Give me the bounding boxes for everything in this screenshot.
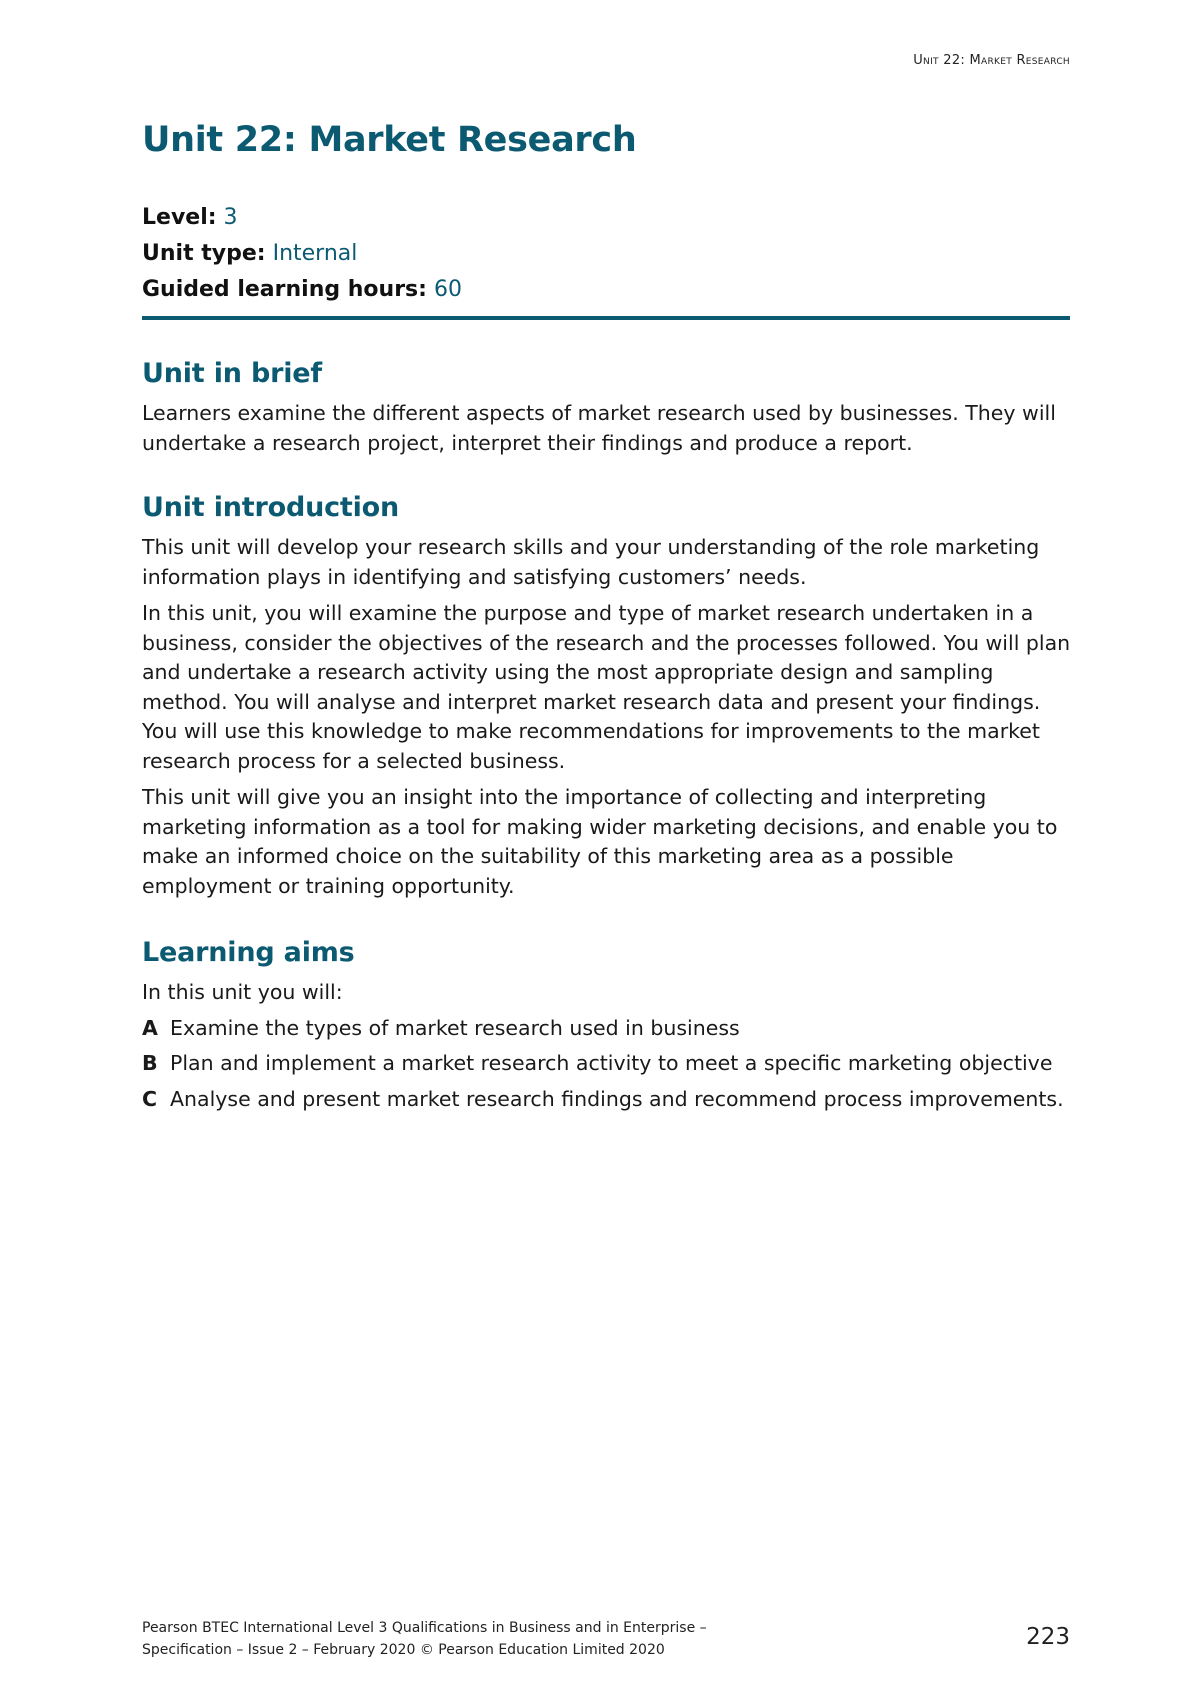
meta-unit-type (142, 236, 1072, 272)
unit-meta (142, 200, 1072, 308)
footer-line: Specification – Issue 2 – February 2020 © Pearson Education Limited 2020 (142, 1642, 665, 1658)
meta-key: Guided learning hours: (142, 277, 427, 302)
aim-text: Examine the types of market research used in business (170, 1015, 740, 1040)
aim-letter: A (142, 1015, 158, 1040)
section-unit-in-brief (142, 358, 1072, 458)
meta-level (142, 200, 1072, 236)
page-footer (142, 1617, 707, 1661)
paragraph: Learners examine the different aspects of market research used by businesses. They will undertake a research project, interpret their findings and produce a report. (142, 401, 1056, 455)
section-learning-aims (142, 937, 1072, 1114)
aim-letter: B (142, 1051, 158, 1075)
section-heading: Unit introduction (142, 492, 400, 523)
meta-value: 3 (223, 205, 238, 230)
aim-item (142, 1014, 1072, 1044)
paragraph: In this unit, you will examine the purpose and type of market research undertaken in a business, consider the objectives of the research and the processes followed. You will plan and undertake a research activity using the most appropriate design and sampling method. You will analyse and interpret market research data and present your findings. You will use this knowledge to make recommendations for improvements to the market research process for a selected business. (142, 601, 1071, 773)
divider-rule (142, 316, 1070, 320)
section-heading: Learning aims (142, 937, 355, 968)
meta-value: 60 (433, 277, 462, 302)
paragraph: This unit will develop your research skills and your understanding of the role marketing information plays in identifying and satisfying customers’ needs. (142, 535, 1040, 589)
page-number: 223 (1026, 1624, 1070, 1650)
page-title: Unit 22: Market Research (142, 120, 637, 160)
footer-line: Pearson BTEC International Level 3 Qualifications in Business and in Enterprise – (142, 1620, 707, 1636)
meta-key: Level: (142, 205, 217, 230)
aim-item (142, 1085, 1072, 1115)
aim-letter: C (142, 1086, 158, 1111)
aim-text: Plan and implement a market research activity to meet a specific marketing objective (170, 1051, 1053, 1075)
aim-text: Analyse and present market research findings and recommend process improvements. (170, 1086, 1064, 1111)
aims-intro: In this unit you will: (142, 980, 343, 1004)
meta-guided-hours (142, 272, 1072, 308)
section-heading: Unit in brief (142, 358, 322, 389)
running-header: Unit 22: Market Research (913, 53, 1070, 68)
meta-key: Unit type: (142, 241, 266, 266)
section-unit-introduction (142, 492, 1072, 901)
paragraph: This unit will give you an insight into the importance of collecting and interpreting marketing information as a tool for making wider marketing decisions, and enable you to make an informed choice on the suitability of this marketing area as a possible employment or training opportunity. (142, 785, 1058, 898)
meta-value: Internal (272, 241, 358, 266)
aim-item (142, 1049, 1072, 1079)
page-content (142, 120, 1072, 1120)
